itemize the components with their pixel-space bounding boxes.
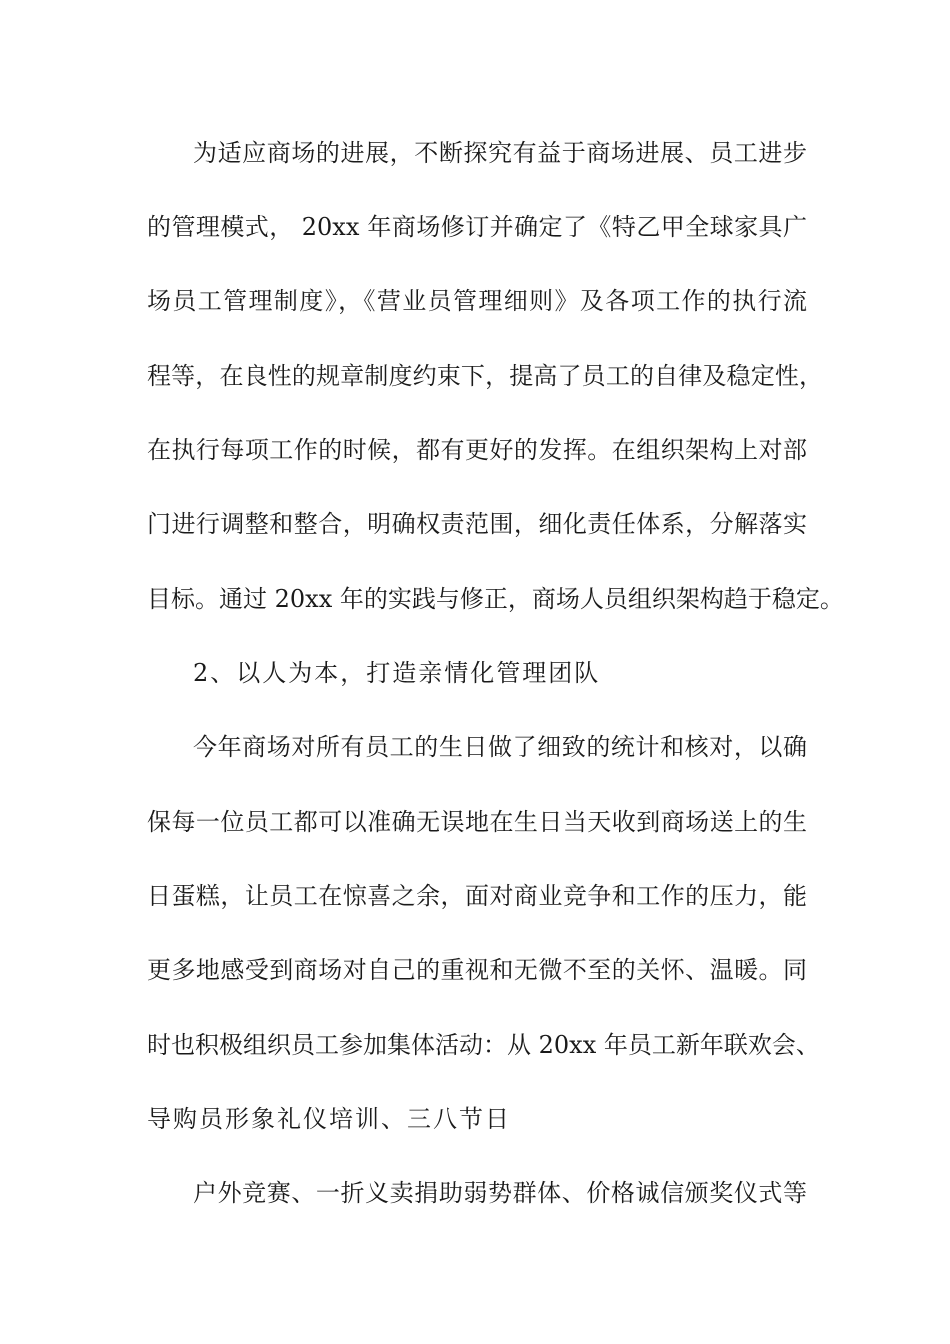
section-heading: 2、以人为本，打造亲情化管理团队 [193,659,601,687]
paragraph-1-line-5: 在执行每项工作的时候，都有更好的发挥。在组织架构上对部 [147,436,807,464]
paragraph-1-line-7: 目标。通过 20xx 年的实践与修正，商场人员组织架构趋于稳定。 [147,585,844,613]
paragraph-3-line-1: 户外竞赛、一折义卖捐助弱势群体、价格诚信颁奖仪式等 [193,1179,807,1207]
paragraph-2-line-4: 更多地感受到商场对自己的重视和无微不至的关怀、温暖。同 [147,956,807,984]
paragraph-1-line-3: 场员工管理制度》，《营业员管理细则》及各项工作的执行流 [147,287,807,315]
paragraph-2-line-5: 时也积极组织员工参加集体活动：从 20xx 年员工新年联欢会、 [147,1031,820,1059]
paragraph-1-line-1: 为适应商场的进展，不断探究有益于商场进展、员工进步 [193,139,807,167]
paragraph-2-line-1: 今年商场对所有员工的生日做了细致的统计和核对，以确 [193,733,807,761]
paragraph-2-line-2: 保每一位员工都可以准确无误地在生日当天收到商场送上的生 [147,808,807,836]
paragraph-2-line-6: 导购员形象礼仪培训、三八节日 [147,1105,511,1133]
paragraph-1-line-6: 门进行调整和整合，明确权责范围，细化责任体系，分解落实 [147,510,807,538]
paragraph-1-line-4: 程等，在良性的规章制度约束下，提高了员工的自律及稳定性， [147,362,823,390]
paragraph-2-line-3: 日蛋糕，让员工在惊喜之余，面对商业竞争和工作的压力，能 [147,882,807,910]
paragraph-1-line-2: 的管理模式， 20xx 年商场修订并确定了《特乙甲全球家具广 [147,213,807,241]
